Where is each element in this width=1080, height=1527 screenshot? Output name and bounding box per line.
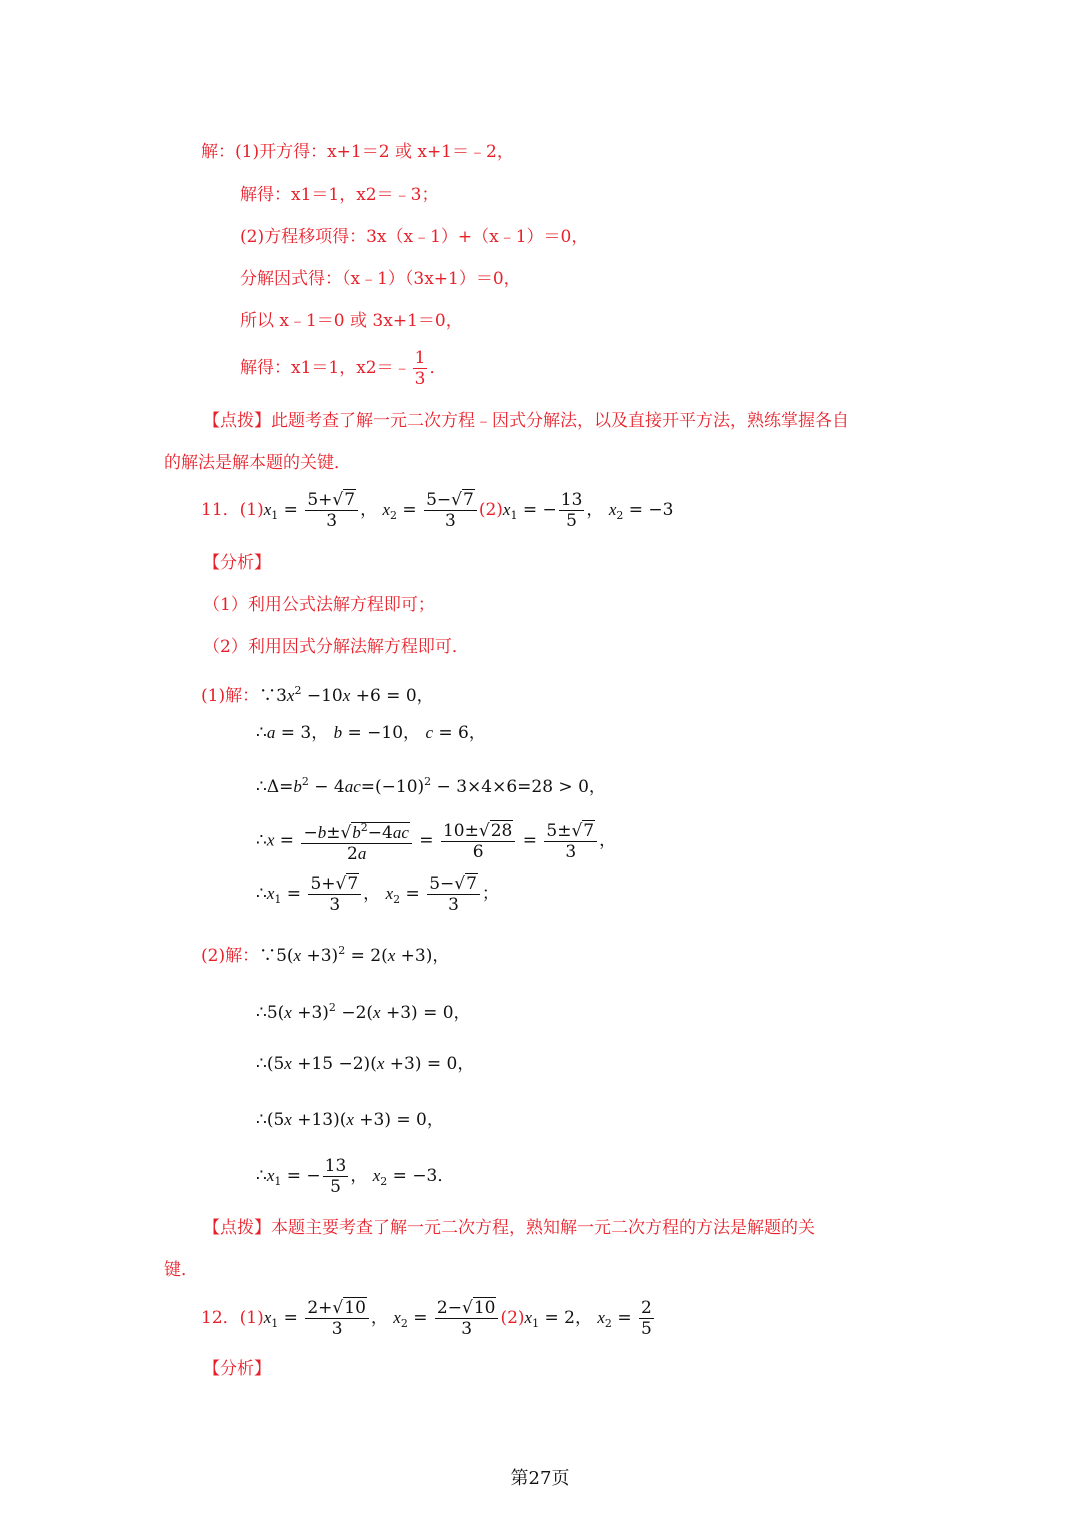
q11-answer2-label: (2) — [478, 500, 503, 520]
q11-sol2-line-4: ∴(5x +13)(x +3) = 0， — [256, 1110, 444, 1130]
q10-tip-text-1: 此题考查了解一元二次方程﹣因式分解法，以及直接开平方法，熟练掌握各自 — [271, 411, 849, 431]
q11-analysis-label: 【分析】 — [203, 553, 271, 573]
q10-line-6-end: ． — [429, 358, 447, 378]
q10-tip-line-2: 的解法是解本题的关键． — [164, 453, 351, 473]
q11-analysis-2: （2）利用因式分解法解方程即可． — [203, 637, 469, 657]
q11-sol2-line-5: $\therefore x_1$ = − $\frac{13}{5}$ ， $x_2 = -3$． — [256, 1156, 455, 1197]
q11-sol1-line-1 — [201, 680, 434, 707]
q10-line-3: (2)方程移项得：3x（x﹣1）+（x﹣1）＝0， — [240, 227, 589, 247]
q11-sol2-line-1 — [201, 940, 449, 967]
q12-answer2-label: (2) — [500, 1308, 525, 1328]
q12-number: 12． — [201, 1308, 240, 1328]
q10-line-5: 所以 x﹣1＝0 或 3x+1＝0， — [240, 311, 463, 331]
q12-answer1-math: $x_1$ = $\frac{2+√10}{3}$ ， $x_2$ = $\frac{2-√10}{3}$ — [264, 1308, 501, 1328]
q10-line-6-text: 解得：x1＝1，x2＝﹣ — [240, 358, 411, 378]
q11-analysis-1: （1）利用公式法解方程即可； — [203, 595, 435, 615]
q10-fraction — [413, 348, 428, 389]
q10-fraction-num: 1 — [414, 348, 426, 368]
q12-answer2-math: $x_1 = 2$， $x_2$ = $\frac{2}{5}$ — [524, 1298, 652, 1339]
q11-sol1-line-3: $\therefore\Delta=b^2 - 4ac=(-10)^2 - 3\times 4\times 6=28 > 0$， — [256, 775, 606, 797]
q12-answer-line — [201, 1298, 656, 1339]
q11-sol2-line-3: ∴(5x +15 −2)(x +3) = 0， — [256, 1054, 475, 1074]
q11-answer2-math: $x_1$ = − $\frac{13}{5}$ ， $x_2 = -3$ — [502, 490, 674, 531]
q10-line-1: 解：(1)开方得：x+1＝2 或 x+1＝﹣2， — [201, 142, 514, 162]
q11-sol1-label: (1)解： — [201, 686, 260, 706]
q11-sol2-line-2: ∴5(x +3)$^2$ −2(x +3) = 0， — [256, 1001, 471, 1023]
q11-sol2-eq: ∵5(x +3)$^2$ = 2(x +3)， — [259, 944, 450, 966]
q11-sol1-line-5: $\therefore x_1$ = $\frac{5+√7}{3}$ ， $x_2$ = $\frac{5-√7}{3}$ ； — [256, 874, 499, 915]
q11-sol2-label: (2)解： — [201, 946, 260, 966]
q10-tip-line-1 — [203, 410, 849, 432]
q10-tip-label: 【点拨】 — [203, 411, 271, 431]
q11-answer1-math: $x_1$ = $\frac{5+√7}{3}$ ， $x_2$ = $\frac{5-√7}{3}$ — [264, 500, 479, 520]
q11-tip-line-1 — [203, 1217, 815, 1239]
q10-line-6 — [240, 348, 446, 389]
q11-answer1-label: (1) — [239, 500, 264, 520]
q11-number: 11． — [201, 500, 240, 520]
q10-fraction-den: 3 — [414, 369, 426, 389]
q11-tip-text-1: 本题主要考查了解一元二次方程，熟知解一元二次方程的方法是解题的关 — [271, 1218, 815, 1238]
q10-line-4: 分解因式得：（x﹣1）（3x+1）＝0， — [240, 269, 521, 289]
q10-line-2: 解得：x1＝1，x2＝﹣3； — [240, 185, 439, 205]
q11-tip-label: 【点拨】 — [203, 1218, 271, 1238]
q12-answer1-label: (1) — [239, 1308, 264, 1328]
q11-sol1-line-4: ∴x = $\frac{-b\pm√b^2-4ac}{2a}$ = $\frac{10\pm√28}{6}$ = $\frac{5\pm√7}{3}$ ， — [256, 818, 616, 864]
q11-tip-line-2: 键． — [164, 1260, 198, 1280]
page-number: 第27页 — [510, 1468, 570, 1489]
q11-sol1-line-2: ∴a = 3， b = −10， c = 6， — [256, 723, 486, 743]
q11-sol1-eq: $\because 3x^2 -10x +6 = 0$， — [259, 684, 434, 706]
q11-answer-line — [201, 490, 673, 531]
q12-analysis-label: 【分析】 — [203, 1359, 271, 1379]
